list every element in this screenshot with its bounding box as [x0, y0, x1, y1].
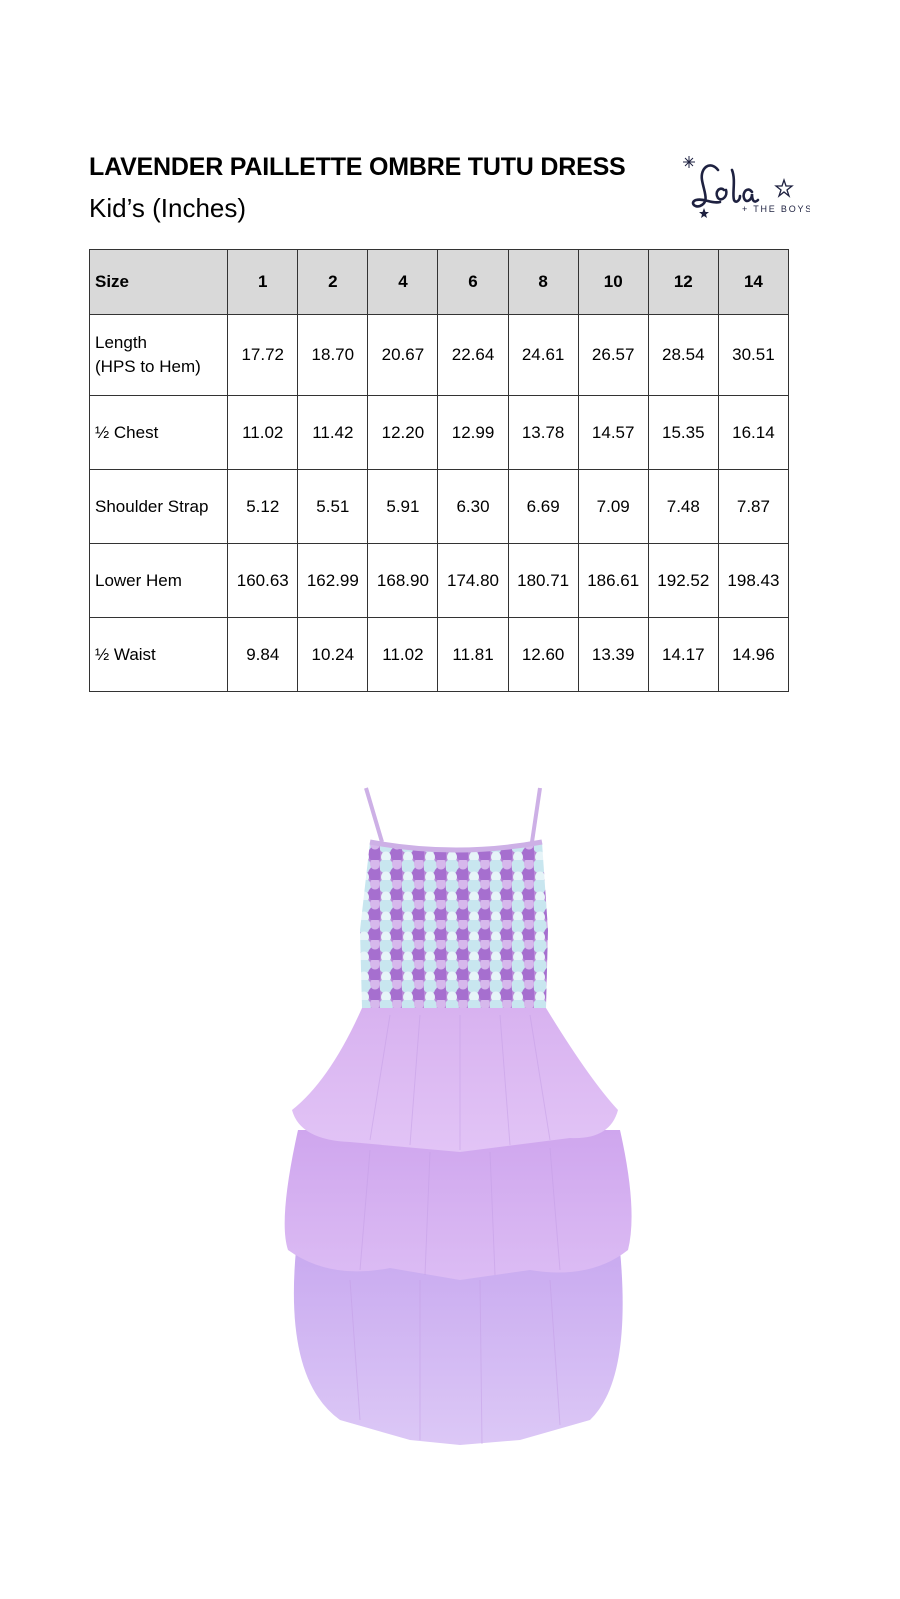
dress-tulle-tier-1	[292, 1008, 618, 1152]
size-chart-table	[89, 249, 789, 692]
table-cell: 16.14	[718, 396, 788, 470]
table-cell: 28.54	[648, 315, 718, 396]
table-cell: 30.51	[718, 315, 788, 396]
dress-tulle-tier-2	[285, 1130, 632, 1280]
table-cell: 15.35	[648, 396, 718, 470]
row-label: ½ Chest	[90, 396, 228, 470]
table-cell: 174.80	[438, 544, 508, 618]
sparkle-icon	[683, 156, 695, 168]
header-size: 8	[508, 250, 578, 315]
table-cell: 14.17	[648, 618, 718, 692]
brand-logo	[680, 150, 810, 225]
table-cell: 5.91	[368, 470, 438, 544]
table-cell: 12.99	[438, 396, 508, 470]
page-subtitle: Kid’s (Inches)	[89, 193, 247, 223]
page-title: LAVENDER PAILLETTE OMBRE TUTU DRESS	[89, 153, 626, 181]
row-label: Lower Hem	[90, 544, 228, 618]
header-size: 10	[578, 250, 648, 315]
table-cell: 160.63	[228, 544, 298, 618]
table-cell: 24.61	[508, 315, 578, 396]
table-cell: 162.99	[298, 544, 368, 618]
table-cell: 14.57	[578, 396, 648, 470]
table-row	[90, 618, 789, 692]
table-cell: 168.90	[368, 544, 438, 618]
star-outline-icon	[776, 180, 792, 196]
header-size: 12	[648, 250, 718, 315]
table-row	[90, 396, 789, 470]
table-cell: 20.67	[368, 315, 438, 396]
header-size: 1	[228, 250, 298, 315]
table-cell: 11.42	[298, 396, 368, 470]
header-size-label: Size	[90, 250, 228, 315]
header-size: 6	[438, 250, 508, 315]
row-label: Shoulder Strap	[90, 470, 228, 544]
table-cell: 5.12	[228, 470, 298, 544]
table-cell: 12.60	[508, 618, 578, 692]
table-cell: 7.87	[718, 470, 788, 544]
table-cell: 26.57	[578, 315, 648, 396]
dress-straps	[366, 788, 540, 842]
lola-script	[693, 165, 758, 206]
table-cell: 7.09	[578, 470, 648, 544]
table-cell: 6.30	[438, 470, 508, 544]
table-cell: 192.52	[648, 544, 718, 618]
table-cell: 6.69	[508, 470, 578, 544]
table-row	[90, 470, 789, 544]
table-cell: 22.64	[438, 315, 508, 396]
table-cell: 9.84	[228, 618, 298, 692]
table-cell: 186.61	[578, 544, 648, 618]
table-cell: 13.39	[578, 618, 648, 692]
table-cell: 18.70	[298, 315, 368, 396]
table-cell: 11.81	[438, 618, 508, 692]
table-cell: 180.71	[508, 544, 578, 618]
table-row	[90, 544, 789, 618]
row-label: ½ Waist	[90, 618, 228, 692]
table-cell: 198.43	[718, 544, 788, 618]
table-cell: 14.96	[718, 618, 788, 692]
table-header-row	[90, 250, 789, 315]
star-filled-icon	[699, 208, 709, 218]
table-cell: 11.02	[368, 618, 438, 692]
table-cell: 17.72	[228, 315, 298, 396]
table-cell: 7.48	[648, 470, 718, 544]
product-image	[270, 780, 650, 1460]
table-cell: 12.20	[368, 396, 438, 470]
table-cell: 5.51	[298, 470, 368, 544]
table-cell: 13.78	[508, 396, 578, 470]
table-row	[90, 315, 789, 396]
header-size: 2	[298, 250, 368, 315]
dress-bodice	[360, 842, 548, 1008]
table-cell: 10.24	[298, 618, 368, 692]
header-size: 4	[368, 250, 438, 315]
row-label: Length (HPS to Hem)	[90, 315, 228, 396]
svg-text:+ THE BOYS: + THE BOYS	[742, 204, 810, 214]
header-size: 14	[718, 250, 788, 315]
table-cell: 11.02	[228, 396, 298, 470]
